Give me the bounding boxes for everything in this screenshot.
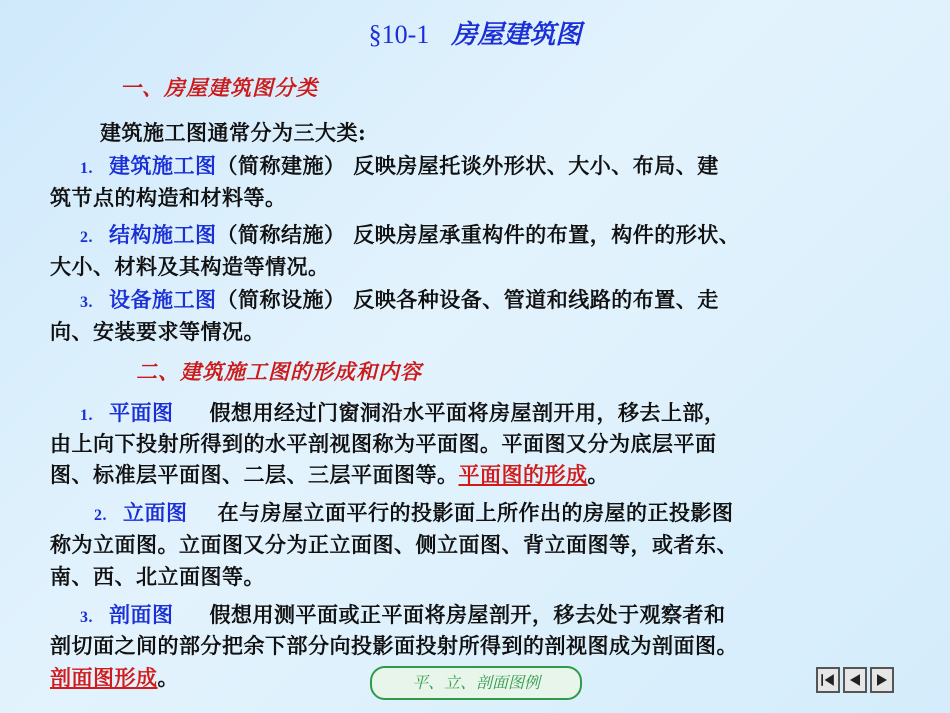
elevation-line-3: 南、西、北立面图等。 [50, 564, 265, 589]
plan-text-1: 假想用经过门窗洞沿水平面将房屋剖开用，移去上部， [209, 400, 726, 425]
section-line-2: 剖切面之间的部分把余下部分向投影面投射所得到的剖视图成为剖面图。 [50, 633, 738, 658]
category-2-term: 结构施工图 [109, 222, 217, 247]
section-line-3 [50, 662, 179, 692]
section-view-term: 剖面图 [109, 602, 174, 627]
category-2-line [80, 219, 740, 249]
category-1-term: 建筑施工图 [109, 153, 217, 178]
category-1-text: （简称建施） 反映房屋托谈外形状、大小、布局、建 [216, 153, 719, 178]
next-icon[interactable] [870, 667, 894, 693]
title-text: 房屋建筑图 [451, 20, 582, 50]
elevation-line-1 [94, 497, 734, 527]
heading-classification: 一、房屋建筑图分类 [120, 76, 318, 100]
plan-line-3 [50, 459, 609, 489]
elevation-term: 立面图 [123, 500, 188, 525]
page-title [0, 14, 950, 51]
section-formation-link[interactable]: 剖面图形成 [50, 665, 158, 690]
category-3-number: 3. [80, 294, 93, 311]
plan-text-3: 图、标准层平面图、二层、三层平面图等。 [50, 462, 459, 487]
plan-term: 平面图 [109, 400, 174, 425]
examples-link-button[interactable]: 平、立、剖面图例 [370, 666, 582, 700]
category-1-cont: 筑节点的构造和材料等。 [50, 185, 287, 210]
heading-formation: 二、建筑施工图的形成和内容 [136, 360, 422, 384]
plan-line-2: 由上向下投射所得到的水平剖视图称为平面图。平面图又分为底层平面 [50, 431, 717, 456]
section-view-number: 3. [80, 609, 93, 626]
elevation-line-2: 称为立面图。立面图又分为正立面图、侧立面图、背立面图等，或者东、 [50, 532, 738, 557]
plan-line-1 [80, 397, 726, 427]
prev-icon[interactable] [843, 667, 867, 693]
section-view-text-1: 假想用测平面或正平面将房屋剖开，移去处于观察者和 [209, 602, 726, 627]
category-1-number: 1. [80, 160, 93, 177]
section-line-1 [80, 599, 726, 629]
plan-number: 1. [80, 407, 93, 424]
elevation-text-1: 在与房屋立面平行的投影面上所作出的房屋的正投影图 [217, 500, 734, 525]
category-3-term: 设备施工图 [109, 287, 217, 312]
category-2-cont: 大小、材料及其构造等情况。 [50, 254, 330, 279]
category-2-number: 2. [80, 229, 93, 246]
section-period: 。 [157, 665, 179, 690]
first-icon[interactable] [816, 667, 840, 693]
section-number: §10-1 [368, 20, 430, 49]
plan-period: 。 [587, 462, 609, 487]
elevation-number: 2. [94, 507, 107, 524]
intro-text: 建筑施工图通常分为三大类: [100, 120, 367, 145]
plan-formation-link[interactable]: 平面图的形成 [458, 462, 588, 487]
category-3-line [80, 284, 719, 314]
category-1-line [80, 150, 719, 180]
category-2-text: （简称结施） 反映房屋承重构件的布置，构件的形状、 [216, 222, 741, 247]
category-3-cont: 向、安装要求等情况。 [50, 319, 265, 344]
category-3-text: （简称设施） 反映各种设备、管道和线路的布置、走 [216, 287, 719, 312]
